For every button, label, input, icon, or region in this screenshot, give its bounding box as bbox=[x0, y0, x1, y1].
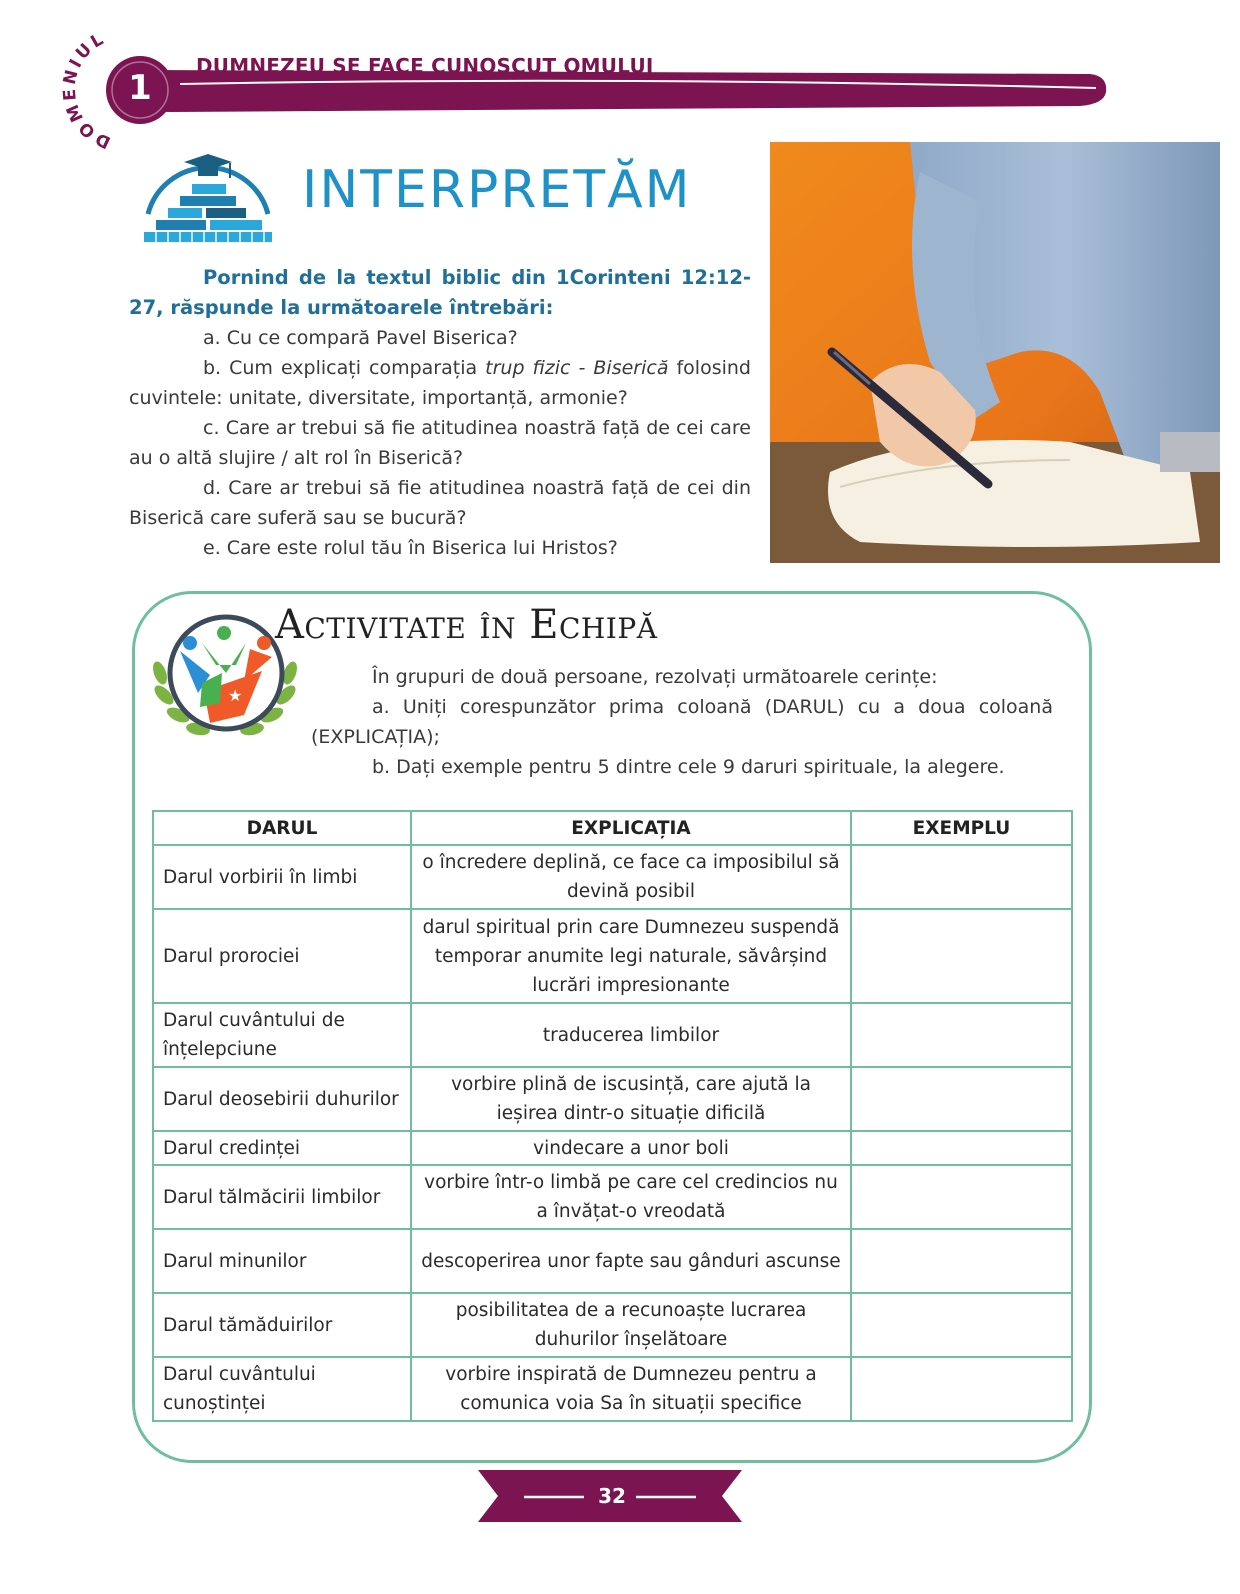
graduation-cap-books-icon bbox=[136, 134, 280, 246]
question-d: d. Care ar trebui să fie atitudinea noastră față de cei din Biserică care suferă sau se bucură? bbox=[129, 477, 751, 529]
domain-number: 1 bbox=[128, 68, 152, 108]
explanation-cell: vindecare a unor boli bbox=[411, 1131, 851, 1165]
activity-task-a: a. Uniți corespunzător prima coloană (DARUL) cu a doua coloană (EXPLICAȚIA); bbox=[311, 696, 1053, 748]
question-e: e. Care este rolul tău în Biserica lui Hristos? bbox=[203, 537, 618, 559]
gift-cell: Darul deosebirii duhurilor bbox=[153, 1067, 411, 1131]
activity-task-b: b. Dați exemple pentru 5 dintre cele 9 daruri spirituale, la alegere. bbox=[372, 756, 1005, 778]
header-gift: DARUL bbox=[153, 811, 411, 845]
table-row bbox=[153, 1165, 1072, 1229]
example-cell[interactable] bbox=[851, 1357, 1072, 1421]
lead-instruction: Pornind de la textul biblic din 1Corinteni 12:12-27, răspunde la următoarele întrebări: bbox=[129, 266, 751, 319]
explanation-cell: vorbire plină de iscusință, care ajută la ieșirea dintr-o situație dificilă bbox=[411, 1067, 851, 1131]
gift-cell: Darul tămăduirilor bbox=[153, 1293, 411, 1357]
explanation-cell: descoperirea unor fapte sau gânduri ascunse bbox=[411, 1229, 851, 1293]
table-row bbox=[153, 1003, 1072, 1067]
example-cell[interactable] bbox=[851, 1067, 1072, 1131]
gift-cell: Darul vorbirii în limbi bbox=[153, 845, 411, 909]
table-row bbox=[153, 909, 1072, 1003]
page-number: 32 bbox=[598, 1484, 626, 1508]
example-cell[interactable] bbox=[851, 909, 1072, 1003]
domain-label: DOMENIUL bbox=[59, 28, 114, 153]
person-writing-photo bbox=[770, 142, 1220, 563]
table-row bbox=[153, 1293, 1072, 1357]
example-cell[interactable] bbox=[851, 1131, 1072, 1165]
example-cell[interactable] bbox=[851, 845, 1072, 909]
explanation-cell: vorbire într-o limbă pe care cel credincios nu a învățat-o vreodată bbox=[411, 1165, 851, 1229]
header-example: EXEMPLU bbox=[851, 811, 1072, 845]
gift-cell: Darul minunilor bbox=[153, 1229, 411, 1293]
table-header-row bbox=[153, 811, 1072, 845]
table-row bbox=[153, 1067, 1072, 1131]
domain-title: DUMNEZEU SE FACE CUNOSCUT OMULUI bbox=[196, 54, 654, 78]
example-cell[interactable] bbox=[851, 1003, 1072, 1067]
question-c: c. Care ar trebui să fie atitudinea noastră față de cei care au o altă slujire / alt rol în Biserică? bbox=[129, 417, 751, 469]
question-b-italic: trup fizic - Biserică bbox=[485, 357, 669, 379]
section-title: INTERPRETĂM bbox=[302, 160, 692, 220]
question-a: a. Cu ce compară Pavel Biserica? bbox=[203, 327, 518, 349]
table-row bbox=[153, 845, 1072, 909]
table-row bbox=[153, 1357, 1072, 1421]
gift-cell: Darul tălmăcirii limbilor bbox=[153, 1165, 411, 1229]
explanation-cell: vorbire inspirată de Dumnezeu pentru a comunica voia Sa în situații specifice bbox=[411, 1357, 851, 1421]
gift-cell: Darul prorociei bbox=[153, 909, 411, 1003]
gift-cell: Darul cuvântului cunoștinței bbox=[153, 1357, 411, 1421]
explanation-cell: traducerea limbilor bbox=[411, 1003, 851, 1067]
example-cell[interactable] bbox=[851, 1165, 1072, 1229]
explanation-cell: darul spiritual prin care Dumnezeu suspendă temporar anumite legi naturale, săvârșind lucrări impresionante bbox=[411, 909, 851, 1003]
activity-intro: În grupuri de două persoane, rezolvați următoarele cerințe: bbox=[372, 666, 938, 688]
question-b-start: b. Cum explicați comparația bbox=[203, 357, 486, 379]
svg-text:★: ★ bbox=[228, 686, 243, 705]
example-cell[interactable] bbox=[851, 1229, 1072, 1293]
example-cell[interactable] bbox=[851, 1293, 1072, 1357]
explanation-cell: posibilitatea de a recunoaște lucrarea duhurilor înșelătoare bbox=[411, 1293, 851, 1357]
table-row bbox=[153, 1131, 1072, 1165]
activity-instructions bbox=[311, 662, 1053, 782]
interpretation-questions bbox=[129, 263, 751, 563]
question-b-end: folosind cuvintele: unitate, diversitate, importanță, armonie? bbox=[129, 357, 751, 409]
table-row bbox=[153, 1229, 1072, 1293]
explanation-cell: o încredere deplină, ce face ca imposibilul să devină posibil bbox=[411, 845, 851, 909]
gift-cell: Darul credinței bbox=[153, 1131, 411, 1165]
header-explanation: EXPLICAȚIA bbox=[411, 811, 851, 845]
gift-cell: Darul cuvântului de înțelepciune bbox=[153, 1003, 411, 1067]
spiritual-gifts-table bbox=[152, 810, 1073, 1422]
question-b bbox=[129, 353, 751, 413]
activity-title: Activitate în Echipă bbox=[275, 602, 658, 648]
